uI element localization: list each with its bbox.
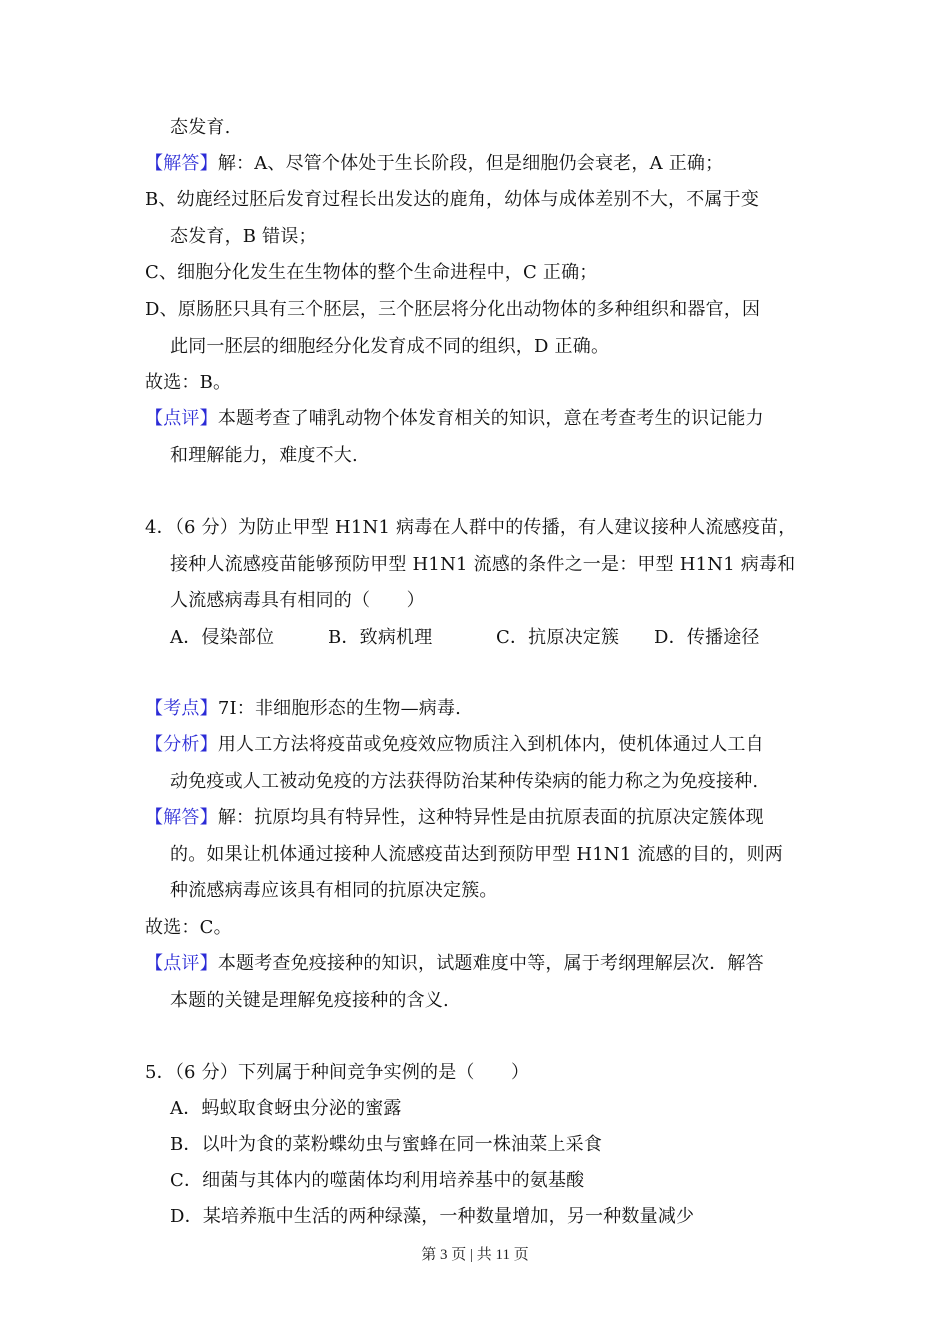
q3-answer-b1: B、幼鹿经过胚后发育过程长出发达的鹿角，幼体与成体差别不大，不属于变: [145, 189, 760, 210]
q4-stem-line2: 接种人流感疫苗能够预防甲型 H1N1 流感的条件之一是：甲型 H1N1 病毒和: [170, 554, 796, 575]
comment-tag: 【点评】: [145, 408, 218, 429]
q5-stem: 5．（6 分）下列属于种间竞争实例的是（ ）: [145, 1062, 530, 1083]
q4-option-d: D．传播途径: [654, 627, 760, 648]
q4-option-a: A．侵染部位: [170, 627, 275, 648]
q4-comment-line2: 本题的关键是理解免疫接种的含义.: [170, 990, 449, 1011]
q5-option-c: C．细菌与其体内的噬菌体均利用培养基中的氨基酸: [170, 1170, 585, 1191]
q4-choice: 故选：C。: [145, 917, 232, 938]
answer-tag: 【解答】: [145, 807, 218, 828]
kaodian-text: 7I：非细胞形态的生物—病毒.: [217, 698, 462, 719]
q3-comment-line2: 和理解能力，难度不大.: [170, 445, 358, 466]
q5-option-b: B．以叶为食的菜粉蝶幼虫与蜜蜂在同一株油菜上采食: [170, 1134, 603, 1155]
comment-tag: 【点评】: [145, 953, 218, 974]
q4-stem-line3: 人流感病毒具有相同的（ ）: [170, 590, 425, 611]
comment-text: 本题考查了哺乳动物个体发育相关的知识，意在考查考生的识记能力: [217, 408, 764, 429]
q3-answer-b2: 态发育，B 错误；: [170, 226, 317, 247]
q4-option-b: B．致病机理: [328, 627, 433, 648]
q3-choice: 故选：B。: [145, 372, 232, 393]
q3-answer-line: [145, 152, 723, 176]
answer-text: 解：A、尽管个体处于生长阶段，但是细胞仍会衰老，A 正确；: [217, 153, 724, 174]
q4-analysis-line: [145, 733, 764, 757]
q3-continued-line: 态发育.: [170, 117, 231, 138]
q3-answer-c: C、细胞分化发生在生物体的整个生命进程中，C 正确；: [145, 262, 598, 283]
q4-kaodian-line: [145, 697, 461, 721]
answer-tag: 【解答】: [145, 153, 218, 174]
q4-answer-line3: 种流感病毒应该具有相同的抗原决定簇。: [170, 880, 498, 901]
q3-answer-d1: D、原肠胚只具有三个胚层，三个胚层将分化出动物体的多种组织和器官，因: [145, 299, 761, 320]
q4-comment-line: [145, 952, 764, 976]
analysis-text: 用人工方法将疫苗或免疫效应物质注入到机体内，使机体通过人工自: [217, 734, 764, 755]
q4-answer-line: [145, 806, 764, 830]
analysis-tag: 【分析】: [145, 734, 218, 755]
q3-comment-line: [145, 407, 764, 431]
q4-option-c: C．抗原决定簇: [496, 627, 620, 648]
answer-text: 解：抗原均具有特异性，这种特异性是由抗原表面的抗原决定簇体现: [217, 807, 764, 828]
kaodian-tag: 【考点】: [145, 698, 218, 719]
q4-analysis-line2: 动免疫或人工被动免疫的方法获得防治某种传染病的能力称之为免疫接种.: [170, 771, 759, 792]
q4-answer-line2: 的。如果让机体通过接种人流感疫苗达到预防甲型 H1N1 流感的目的，则两: [170, 844, 783, 865]
q4-stem-line1: 4．（6 分）为防止甲型 H1N1 病毒在人群中的传播，有人建议接种人流感疫苗，: [145, 517, 797, 538]
q3-answer-d2: 此同一胚层的细胞经分化发育成不同的组织，D 正确。: [170, 336, 610, 357]
q5-option-a: A．蚂蚁取食蚜虫分泌的蜜露: [170, 1098, 402, 1119]
q4-options: [170, 626, 760, 650]
comment-text: 本题考查免疫接种的知识，试题难度中等，属于考纲理解层次．解答: [217, 953, 764, 974]
q5-option-d: D．某培养瓶中生活的两种绿藻，一种数量增加，另一种数量减少: [170, 1206, 695, 1227]
page-footer: 第 3 页 | 共 11 页: [421, 1247, 529, 1263]
